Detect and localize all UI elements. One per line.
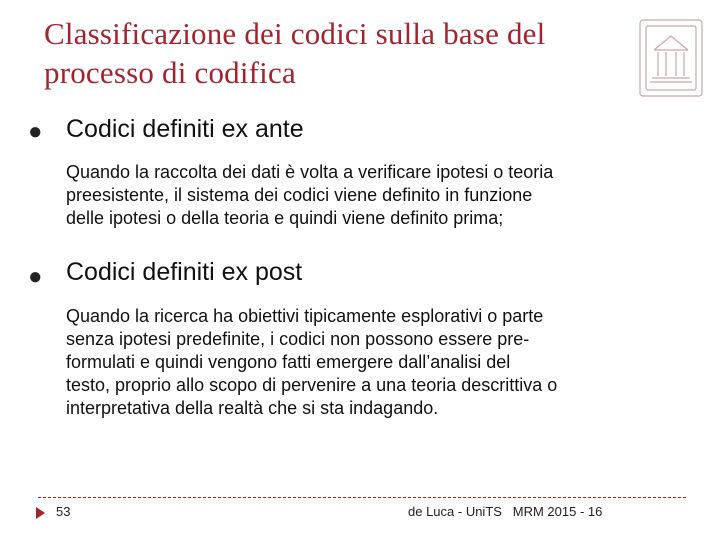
page-number: 53: [56, 504, 71, 519]
paragraph-line: interpretativa della realtà che si sta indagando.: [66, 398, 439, 418]
bullet-marker: ●: [28, 263, 43, 290]
slide-title-line-1: Classificazione dei codici sulla base del: [44, 16, 546, 51]
slide-title-line-2: processo di codifica: [44, 55, 296, 90]
bullet-paragraph-ex-ante: [66, 161, 686, 230]
paragraph-line: testo, proprio allo scopo di pervenire a una teoria descrittiva o: [66, 375, 558, 395]
bullet-heading-ex-post: Codici definiti ex post: [66, 258, 303, 286]
footer-arrow-icon: [36, 507, 45, 519]
footer-source: de Luca - UniTS MRM 2015 - 16: [408, 504, 603, 519]
paragraph-line: delle ipotesi o della teoria e quindi viene definito prima;: [66, 208, 504, 228]
paragraph-line: Quando la ricerca ha obiettivi tipicamente esplorativi o parte: [66, 306, 544, 326]
paragraph-line: Quando la raccolta dei dati è volta a verificare ipotesi o teoria: [66, 162, 554, 182]
university-seal-icon: [636, 16, 706, 100]
paragraph-line: senza ipotesi predefinite, i codici non possono essere pre-: [66, 329, 530, 349]
paragraph-line: preesistente, il sistema dei codici viene definito in funzione: [66, 185, 533, 205]
footer-divider: [38, 497, 686, 498]
bullet-heading-ex-ante: Codici definiti ex ante: [66, 115, 304, 143]
bullet-paragraph-ex-post: [66, 305, 686, 420]
slide-title: [44, 14, 644, 92]
bullet-marker: ●: [28, 118, 43, 145]
paragraph-line: formulati e quindi vengono fatti emergere dall’analisi del: [66, 352, 511, 372]
